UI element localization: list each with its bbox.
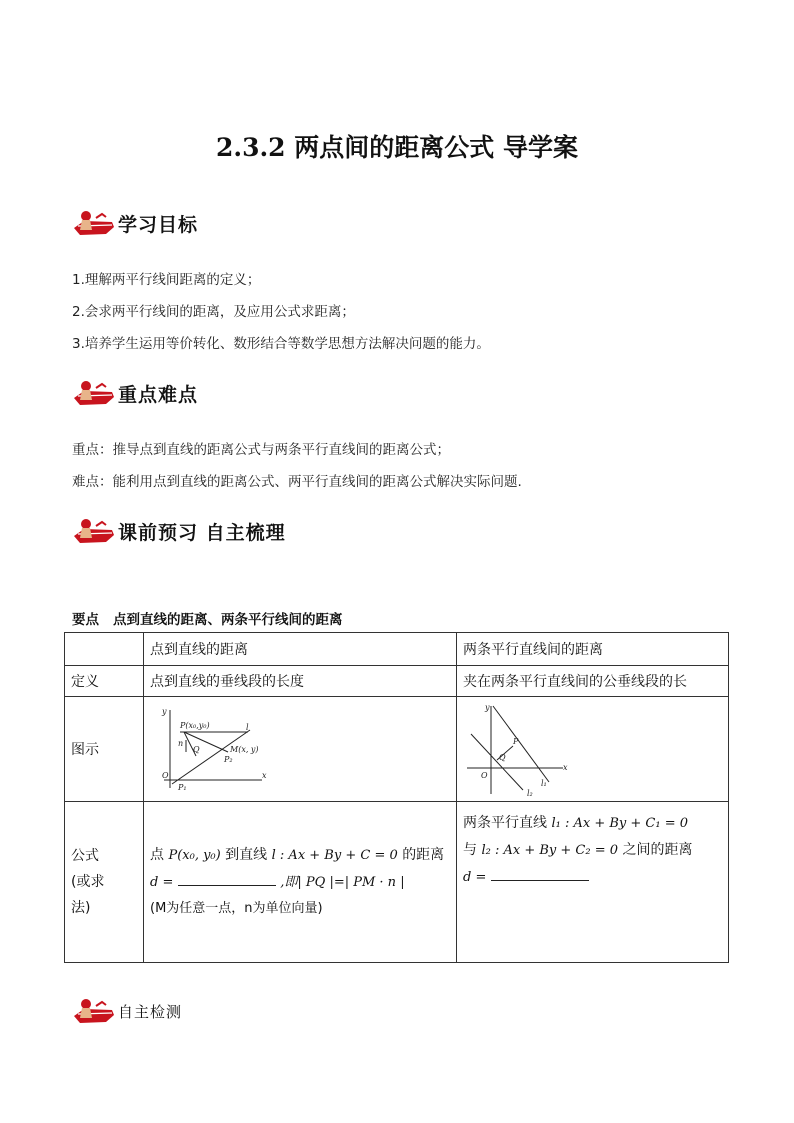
line-label: l₁ <box>541 778 547 788</box>
definition-point: 点到直线的垂线段的长度 <box>144 666 457 697</box>
figure-parallel-cell <box>457 697 729 802</box>
keypoint-label: 要点 <box>72 612 99 628</box>
section-badge-icon <box>72 516 116 546</box>
keypoint-title <box>72 608 357 628</box>
section-preview-heading: 课前预习 自主梳理 <box>118 521 286 544</box>
line-label: l₂ <box>527 788 533 797</box>
origin-label: O <box>481 770 488 780</box>
answer-blank[interactable] <box>178 873 276 886</box>
parallel-lines-diagram <box>463 702 573 797</box>
formula-point-cell <box>144 802 457 963</box>
row-label <box>65 802 144 963</box>
table-row-figure <box>65 697 729 802</box>
formula-parallel-cell <box>457 802 729 963</box>
point-label: l <box>246 723 249 732</box>
section-check <box>72 996 182 1026</box>
axis-label: y <box>162 707 167 716</box>
section-keys-heading: 重点难点 <box>118 383 199 406</box>
table-header-cell <box>65 633 144 666</box>
axis-label: x <box>563 762 568 772</box>
page-title: 2.3.2 两点间的距离公式 导学案 <box>215 133 578 162</box>
table-row-formula <box>65 802 729 963</box>
figure-point-cell <box>144 697 457 802</box>
line-equation: l : Ax + By + C = 0 <box>271 848 398 863</box>
table-header-cell: 两条平行直线间的距离 <box>457 633 729 666</box>
section-badge-icon <box>72 378 116 408</box>
point-label: P₁ <box>178 783 187 792</box>
point-label: Q <box>193 745 200 754</box>
row-label-line: (或求 <box>71 874 105 890</box>
point-label: M(x, y) <box>230 745 259 754</box>
comparison-table <box>64 632 729 963</box>
definition-parallel: 夹在两条平行直线间的公垂线段的长 <box>457 666 729 697</box>
distance-label: d = <box>150 875 174 890</box>
key-focus: 重点：推导点到直线的距离公式与两条平行直线间的距离公式； <box>72 442 450 458</box>
answer-blank[interactable] <box>491 868 589 881</box>
row-label-line: 法) <box>71 900 91 916</box>
row-label-line: 公式 <box>71 848 99 864</box>
distance-label: d = <box>463 870 487 885</box>
origin-label: O <box>162 771 169 780</box>
goal-item: 2.会求两平行线间的距离，及应用公式求距离； <box>72 304 355 320</box>
goal-item: 1.理解两平行线间距离的定义； <box>72 272 261 288</box>
vector-relation: ,即| PQ |=| PM · n | <box>280 875 405 890</box>
point-label: P <box>513 736 519 746</box>
point-label: P₂ <box>224 755 233 764</box>
table-header-row <box>65 633 729 666</box>
formula-text: 与 <box>463 842 477 858</box>
point-line-diagram <box>150 704 270 794</box>
axis-label: x <box>262 771 267 780</box>
section-badge-icon <box>72 208 116 238</box>
row-label: 图示 <box>65 697 144 802</box>
table-header-cell: 点到直线的距离 <box>144 633 457 666</box>
line-equation: l₁ : Ax + By + C₁ = 0 <box>551 816 688 831</box>
point-label: n <box>178 739 184 748</box>
section-check-heading: 自主检测 <box>118 1002 183 1021</box>
section-keys <box>72 378 198 408</box>
formula-text: 点 <box>150 847 164 863</box>
section-goals-heading: 学习目标 <box>118 213 199 236</box>
formula-text: 两条平行直线 <box>463 815 547 831</box>
table-row-definition <box>65 666 729 697</box>
formula-text: 之间的距离 <box>622 842 693 858</box>
section-goals <box>72 208 198 238</box>
point-label: P(x₀,y₀) <box>180 721 210 730</box>
keypoint-text: 点到直线的距离、两条平行线间的距离 <box>113 612 343 628</box>
line-equation: l₂ : Ax + By + C₂ = 0 <box>481 843 618 858</box>
formula-note: (M为任意一点，n为单位向量) <box>150 901 323 916</box>
axis-label: y <box>485 702 490 712</box>
section-preview <box>72 516 286 546</box>
point-formula: P(x₀, y₀) <box>168 848 221 863</box>
key-difficulty: 难点：能利用点到直线的距离公式、两平行直线间的距离公式解决实际问题. <box>72 474 522 490</box>
row-label: 定义 <box>65 666 144 697</box>
section-badge-icon <box>72 996 116 1026</box>
point-label: Q <box>499 752 506 762</box>
formula-text: 到直线 <box>225 847 268 863</box>
formula-text: 的距离 <box>402 847 445 863</box>
goal-item: 3.培养学生运用等价转化、数形结合等数学思想方法解决问题的能力。 <box>72 336 490 352</box>
